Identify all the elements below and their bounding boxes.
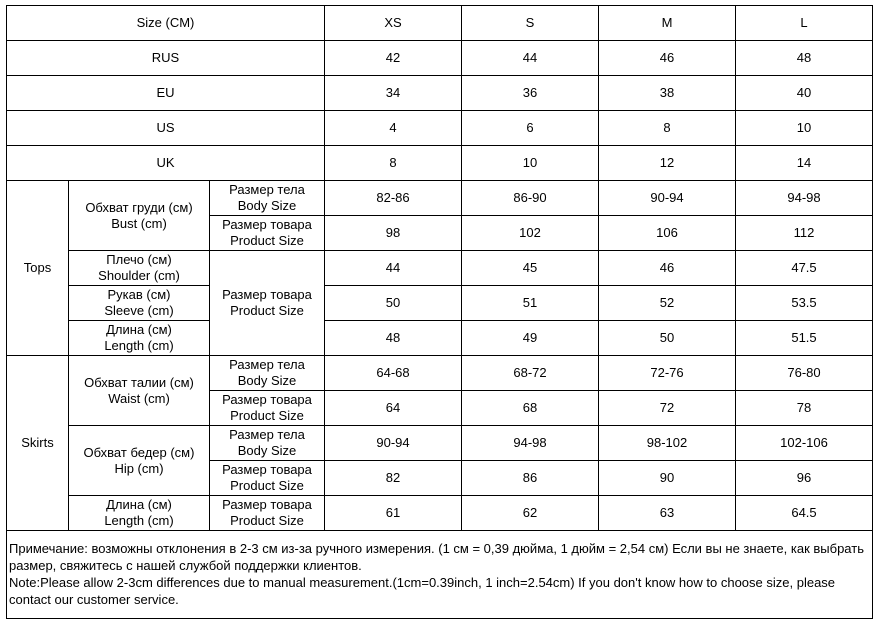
us-row xyxy=(7,111,873,146)
cell: 64 xyxy=(325,391,462,426)
cell: 61 xyxy=(325,496,462,531)
body-size-label: Размер тела Body Size xyxy=(210,181,325,216)
cell: 78 xyxy=(736,391,873,426)
size-chart-table xyxy=(6,5,873,619)
eu-label: EU xyxy=(7,76,325,111)
note-text xyxy=(7,531,873,619)
size-xs-header: XS xyxy=(325,6,462,41)
us-label: US xyxy=(7,111,325,146)
uk-row xyxy=(7,146,873,181)
rus-label: RUS xyxy=(7,41,325,76)
tops-label: Tops xyxy=(7,181,69,356)
body-size-label: Размер тела Body Size xyxy=(210,356,325,391)
cell: 102 xyxy=(462,216,599,251)
skirts-label: Skirts xyxy=(7,356,69,531)
eu-row xyxy=(7,76,873,111)
cell: 49 xyxy=(462,321,599,356)
cell: 42 xyxy=(325,41,462,76)
uk-label: UK xyxy=(7,146,325,181)
cell: 10 xyxy=(462,146,599,181)
cell: 4 xyxy=(325,111,462,146)
tops-length-row xyxy=(7,321,873,356)
cell: 63 xyxy=(599,496,736,531)
tops-sleeve-row xyxy=(7,286,873,321)
hip-label: Обхват бедер (см) Hip (cm) xyxy=(69,426,210,496)
size-l-header: L xyxy=(736,6,873,41)
cell: 64-68 xyxy=(325,356,462,391)
product-size-label: Размер товара Product Size xyxy=(210,391,325,426)
cell: 36 xyxy=(462,76,599,111)
cell: 62 xyxy=(462,496,599,531)
note-ru: Примечание: возможны отклонения в 2-3 см из-за ручного измерения. (1 см = 0,39 дюйма, 1 дюйм = 2,54 см) Если вы не знаете, как выбрать размер, свяжитесь с нашей службой поддержки клиентов. xyxy=(9,541,864,573)
cell: 46 xyxy=(599,251,736,286)
cell: 48 xyxy=(736,41,873,76)
product-size-label: Размер товара Product Size xyxy=(210,216,325,251)
size-m-header: M xyxy=(599,6,736,41)
cell: 68-72 xyxy=(462,356,599,391)
waist-label: Обхват талии (см) Waist (cm) xyxy=(69,356,210,426)
sleeve-label: Рукав (см) Sleeve (cm) xyxy=(69,286,210,321)
header-row xyxy=(7,6,873,41)
cell: 51 xyxy=(462,286,599,321)
cell: 94-98 xyxy=(736,181,873,216)
length-label: Длина (см) Length (cm) xyxy=(69,321,210,356)
cell: 40 xyxy=(736,76,873,111)
cell: 47.5 xyxy=(736,251,873,286)
cell: 90 xyxy=(599,461,736,496)
cell: 52 xyxy=(599,286,736,321)
cell: 98-102 xyxy=(599,426,736,461)
cell: 82-86 xyxy=(325,181,462,216)
cell: 64.5 xyxy=(736,496,873,531)
cell: 12 xyxy=(599,146,736,181)
cell: 90-94 xyxy=(599,181,736,216)
cell: 50 xyxy=(599,321,736,356)
cell: 10 xyxy=(736,111,873,146)
cell: 86-90 xyxy=(462,181,599,216)
cell: 98 xyxy=(325,216,462,251)
cell: 51.5 xyxy=(736,321,873,356)
skirts-waist-body-row xyxy=(7,356,873,391)
note-row xyxy=(7,531,873,619)
cell: 106 xyxy=(599,216,736,251)
product-size-label: Размер товара Product Size xyxy=(210,251,325,356)
skirts-hip-body-row xyxy=(7,426,873,461)
cell: 72-76 xyxy=(599,356,736,391)
size-label-header: Size (CM) xyxy=(7,6,325,41)
cell: 46 xyxy=(599,41,736,76)
bust-label: Обхват груди (см) Bust (cm) xyxy=(69,181,210,251)
cell: 96 xyxy=(736,461,873,496)
tops-bust-body-row xyxy=(7,181,873,216)
cell: 8 xyxy=(325,146,462,181)
cell: 86 xyxy=(462,461,599,496)
tops-shoulder-row xyxy=(7,251,873,286)
product-size-label: Размер товара Product Size xyxy=(210,461,325,496)
size-s-header: S xyxy=(462,6,599,41)
cell: 68 xyxy=(462,391,599,426)
shoulder-label: Плечо (см) Shoulder (cm) xyxy=(69,251,210,286)
cell: 44 xyxy=(462,41,599,76)
cell: 50 xyxy=(325,286,462,321)
skirts-length-row xyxy=(7,496,873,531)
cell: 90-94 xyxy=(325,426,462,461)
note-en: Note:Please allow 2-3cm differences due to manual measurement.(1cm=0.39inch, 1 inch=2.54cm) If you don't know how to choose size, please contact our customer service. xyxy=(9,575,836,607)
length-label: Длина (см) Length (cm) xyxy=(69,496,210,531)
cell: 34 xyxy=(325,76,462,111)
cell: 72 xyxy=(599,391,736,426)
product-size-label: Размер товара Product Size xyxy=(210,496,325,531)
cell: 14 xyxy=(736,146,873,181)
cell: 53.5 xyxy=(736,286,873,321)
cell: 76-80 xyxy=(736,356,873,391)
cell: 44 xyxy=(325,251,462,286)
cell: 48 xyxy=(325,321,462,356)
body-size-label: Размер тела Body Size xyxy=(210,426,325,461)
cell: 8 xyxy=(599,111,736,146)
cell: 102-106 xyxy=(736,426,873,461)
cell: 112 xyxy=(736,216,873,251)
cell: 45 xyxy=(462,251,599,286)
cell: 82 xyxy=(325,461,462,496)
cell: 38 xyxy=(599,76,736,111)
rus-row xyxy=(7,41,873,76)
cell: 94-98 xyxy=(462,426,599,461)
cell: 6 xyxy=(462,111,599,146)
